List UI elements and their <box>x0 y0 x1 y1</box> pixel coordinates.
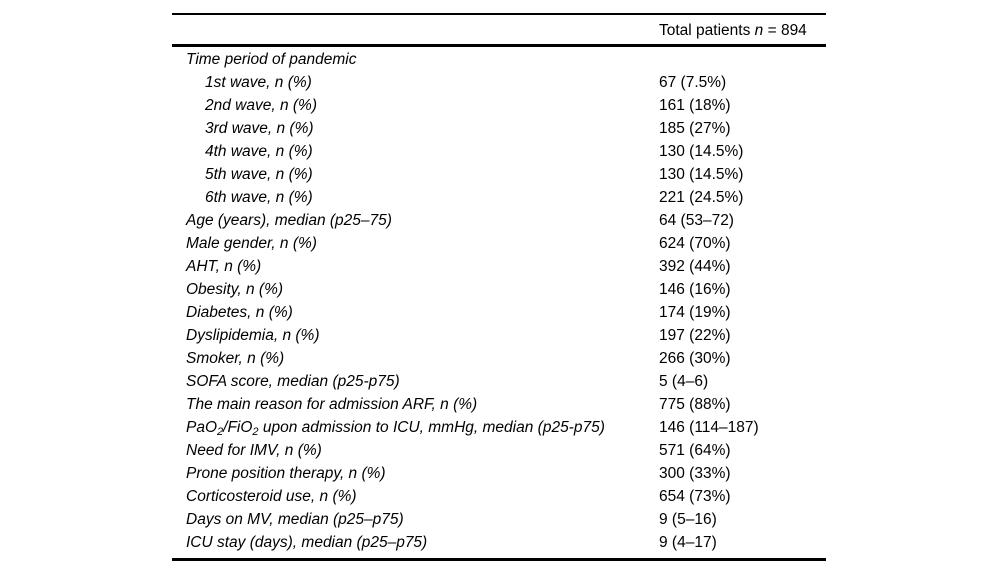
row-value: 146 (114–187) <box>659 419 759 436</box>
table-row <box>172 255 826 278</box>
row-value: 392 (44%) <box>659 258 731 275</box>
row-value: 775 (88%) <box>659 396 731 413</box>
table-row <box>172 324 826 347</box>
row-value: 130 (14.5%) <box>659 166 744 183</box>
row-label: PaO2/FiO2 upon admission to ICU, mmHg, median (p25-p75) <box>186 419 605 438</box>
table-row <box>172 439 826 462</box>
row-value: 300 (33%) <box>659 465 731 482</box>
row-label: 5th wave, n (%) <box>205 166 313 183</box>
row-label: ICU stay (days), median (p25–p75) <box>186 534 428 551</box>
row-label: Prone position therapy, n (%) <box>186 465 386 482</box>
row-label: 2nd wave, n (%) <box>205 97 317 114</box>
row-value: 654 (73%) <box>659 488 731 505</box>
row-value: 67 (7.5%) <box>659 74 727 91</box>
row-value: 9 (5–16) <box>659 511 717 528</box>
row-label: The main reason for admission ARF, n (%) <box>186 396 478 413</box>
table-row <box>172 301 826 324</box>
row-value: 64 (53–72) <box>659 212 734 229</box>
table-row <box>172 117 826 140</box>
table-row <box>172 416 826 439</box>
row-value: 9 (4–17) <box>659 534 717 551</box>
table-body <box>172 48 826 554</box>
table-row <box>172 347 826 370</box>
row-value: 185 (27%) <box>659 120 731 137</box>
row-value: 146 (16%) <box>659 281 731 298</box>
row-value: 624 (70%) <box>659 235 731 252</box>
row-value: 130 (14.5%) <box>659 143 744 160</box>
table-row <box>172 140 826 163</box>
row-label: 3rd wave, n (%) <box>205 120 314 137</box>
table-row <box>172 278 826 301</box>
row-value: 197 (22%) <box>659 327 731 344</box>
row-label: Age (years), median (p25–75) <box>186 212 392 229</box>
table-row <box>172 393 826 416</box>
table-row <box>172 370 826 393</box>
row-label: Dyslipidemia, n (%) <box>186 327 320 344</box>
row-value: 266 (30%) <box>659 350 731 367</box>
row-label: Diabetes, n (%) <box>186 304 293 321</box>
row-label: 6th wave, n (%) <box>205 189 313 206</box>
row-label: 1st wave, n (%) <box>205 74 312 91</box>
row-label: Male gender, n (%) <box>186 235 317 252</box>
table-header-rule <box>172 44 826 47</box>
row-label: 4th wave, n (%) <box>205 143 313 160</box>
column-header-total-patients: Total patients n = 894 <box>659 22 807 39</box>
table-row <box>172 531 826 554</box>
row-label: Need for IMV, n (%) <box>186 442 322 459</box>
table-row <box>172 508 826 531</box>
table-row <box>172 186 826 209</box>
table-row <box>172 485 826 508</box>
row-value: 571 (64%) <box>659 442 731 459</box>
row-label: SOFA score, median (p25-p75) <box>186 373 400 390</box>
table-row <box>172 48 826 71</box>
row-label: Corticosteroid use, n (%) <box>186 488 357 505</box>
table-row <box>172 163 826 186</box>
table-row <box>172 71 826 94</box>
row-value: 174 (19%) <box>659 304 731 321</box>
table-row <box>172 232 826 255</box>
table-bottom-rule <box>172 558 826 561</box>
patient-characteristics-table <box>172 0 826 576</box>
row-label: AHT, n (%) <box>186 258 262 275</box>
row-label: Time period of pandemic <box>186 51 357 68</box>
row-value: 5 (4–6) <box>659 373 709 390</box>
row-label: Days on MV, median (p25–p75) <box>186 511 404 528</box>
table-row <box>172 462 826 485</box>
row-value: 161 (18%) <box>659 97 731 114</box>
row-label: Smoker, n (%) <box>186 350 285 367</box>
row-value: 221 (24.5%) <box>659 189 744 206</box>
table-row <box>172 94 826 117</box>
row-label: Obesity, n (%) <box>186 281 284 298</box>
table-top-rule <box>172 13 826 15</box>
table-row <box>172 209 826 232</box>
